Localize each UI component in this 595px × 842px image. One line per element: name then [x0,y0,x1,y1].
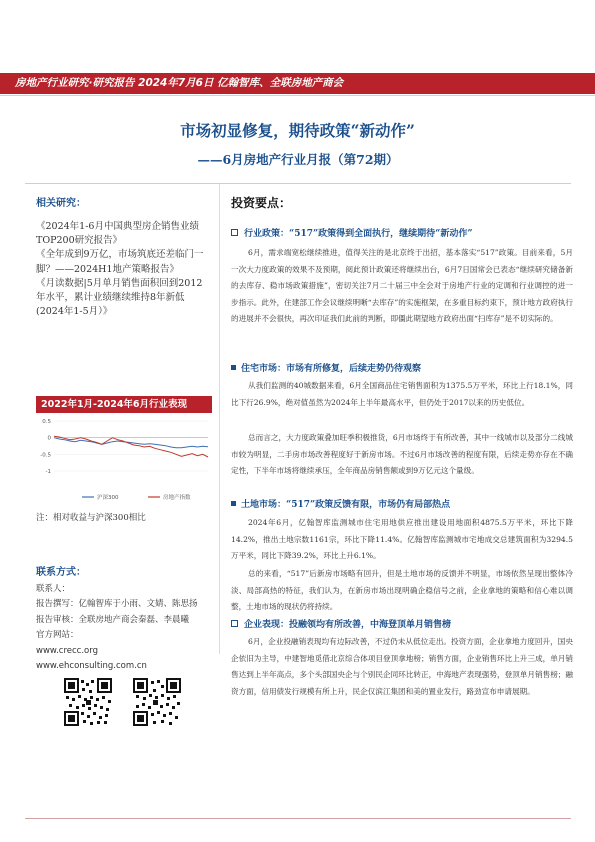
chart-plot [36,415,212,503]
header-divider [0,95,595,96]
point-heading-text: “517”政策反馈有限，市场仍有局部热点 [286,500,451,510]
checkbox-icon [231,229,238,236]
industry-performance-chart [36,396,212,506]
legend-label: 沪深300 [97,495,119,501]
related-research [36,194,211,319]
point-paragraph: 2024年6月，亿翰智库监测城市住宅用地供应推出建设用地面积4875.5万平米，环比下降14.2%，推出土地宗数1161宗，环比下降11.4%。亿翰智库监测城市宅地成交总建筑面积为3294.5万平米，同比下降39.2%，环比上升6.1%。 [231,518,573,560]
highlights-title: 投资要点： [231,196,292,210]
point-heading-policy [231,226,473,239]
point-heading-text: “517”政策得到全面执行，继续期待“新动作” [289,229,473,239]
contact-line: 报告撰写：亿翰智库于小雨、文婧、陈思扬 [36,599,198,610]
report-title: 市场初显修复，期待政策“新动作” [180,121,415,140]
point-paragraph: 从我们监测的40城数据来看，6月全国商品住宅销售面积为1375.5万平米，环比上行18.1%，同比下行26.9%，绝对值虽然为2024年上半年最高水平，但仍处于2017以来的历史低位。 [231,381,573,407]
investment-highlights [231,194,573,211]
report-subtitle: ——6月房地产行业月报（第72期） [197,152,399,167]
point-paragraph: 6月，企业投融销表现均有边际改善，不过仍未从低位走出。投资方面，企业拿地力度回升，国央企依旧为主导，中建智地觅借北京综合体项目登顶拿地榜；销售方面，企业销售环比上升三成，单月销售达到上半年高点，多个头部国央企与个别民企同环比转正，中海地产表现强势，登顶单月销售榜；融资方面，信用债发行规模有所上升，民企仅滨江集团和美的置业发行，路劲宣布申请展期。 [231,637,573,696]
y-tick-label: -1 [45,469,51,475]
related-item[interactable]: 《月读数据|5月单月销售面积回到2012年水平，累计业绩继续维持8年新低(2024年1-5月）》 [36,277,203,318]
bullet-icon [231,501,236,506]
point-heading-land [231,497,450,510]
y-tick-label: 0.5 [42,419,51,425]
point-paragraph: 6月，需求端宽松继续推进，值得关注的是北京终于出招，基本落实“517”政策。目前来看，5月一次大力度政策的效果不及预期，阅此预计政策还将继续出台，6月7日国常会已表态“继续研究储备新的去库存、稳市场政策措施”，密切关注7月二十届三中全会对于房地产行业的定调和行业调控的进一步指示。此外，住建部工作会议继续明晰“去库存”的实施框架，在多重目标约束下，预计地方政府执行的进展并不会很快，再次印证我们此前的判断，即僵此期望地方政府出面“扫库存”是不切实际的。 [231,248,573,323]
top-divider [25,183,571,184]
y-tick-label: -0.5 [40,452,51,459]
contact-line: 官方网站： [36,630,79,641]
qr-code-icon [64,678,112,726]
series-line [54,436,208,457]
point-paragraph: 总的来看，“517”后新房市场略有回升，但是土地市场的反馈并不明显，市场依然呈现出整体冷淡、局部高热的特征，我们认为，在新房市场出现明确企稳信号之前，企业拿地的策略和信心难以调整，土地市场的现状仍将持续。 [231,569,573,611]
contact-line: 联系人： [36,584,71,594]
bottom-divider [25,818,571,819]
chart-note: 注：相对收益与沪深300相比 [36,513,146,523]
related-item[interactable]: 《2024年1-6月中国典型房企销售业绩TOP200研究报告》 [36,221,199,247]
point-key: 企业表现： [244,620,290,630]
header-bar: 房地产行业研究·研究报告 2024年7月6日 亿翰智库、全联房地产商会 [0,73,595,94]
checkbox-icon [231,620,238,627]
related-label: 相关研究： [36,198,86,209]
column-divider [219,184,220,654]
contact-info [36,563,216,674]
related-list [36,220,211,319]
related-item[interactable]: 《全年成到9万亿，市场筑底还差临门一脚？——2024H1地产策略报告》 [36,249,204,275]
point-key: 土地市场： [241,500,287,510]
point-heading-housing [231,361,421,374]
point-heading-enterprise [231,617,451,630]
website-link-ehconsulting[interactable]: www.ehconsulting.com.cn [36,661,147,672]
contact-line: 报告审核：全联房地产商会秦磊、李晨曦 [36,614,190,625]
point-key: 行业政策： [244,229,290,239]
point-heading-text: 投融领均有所改善，中海登顶单月销售榜 [289,620,452,630]
point-key: 住宅市场： [241,364,287,374]
series-line [54,438,208,448]
legend-label: 房地产指数 [163,495,191,501]
y-tick-label: 0 [47,435,51,442]
point-heading-text: 市场有所修复，后续走势仍待观察 [286,364,422,374]
chart-title: 2022年1月-2024年6月行业表现 [36,396,212,413]
website-link-crecc[interactable]: www.crecc.org [36,645,98,656]
bullet-icon [231,365,236,370]
qr-code-icon [133,678,181,726]
point-paragraph: 总而言之，大力度政策叠加旺季积极推货，6月市场终于有所改善，其中一线城市以及部分二线城市较为明显，二手房市场改善程度好于新房市场。不过6月市场改善的程度有限，后续走势亦存在不确定性，下半年市场将继续承压，全年商品房销售额或到9万亿元这个量级。 [231,433,573,475]
contact-label: 联系方式： [36,567,86,578]
